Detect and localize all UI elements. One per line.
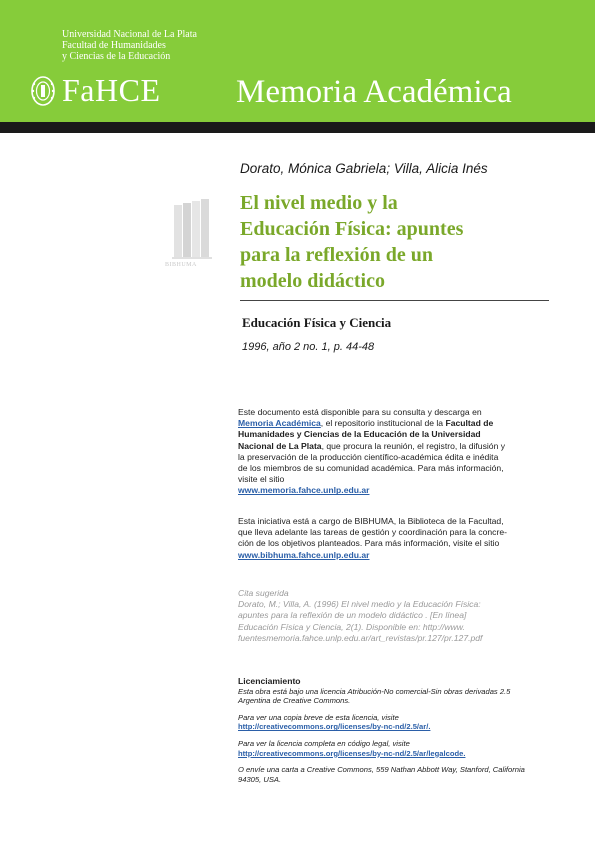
repository-name: Memoria Académica: [236, 74, 512, 110]
bibhuma-paragraph: [238, 516, 546, 561]
text-line: visite el sitio: [238, 474, 285, 485]
bold-span: Facultad de: [445, 418, 494, 429]
license-copy-label: Para ver una copia breve de esta licencia, visite: [238, 712, 399, 722]
bibhuma-books-logo-icon: [168, 197, 220, 271]
text-line: ción de los objetivos planteados. Para más información, visite el sitio: [238, 538, 500, 549]
citation-line: apuntes para la reflexión de un modelo didáctico . [En línea]: [238, 610, 467, 621]
availability-paragraph: [238, 407, 546, 497]
memoria-academica-link[interactable]: Memoria Académica: [238, 418, 321, 429]
title-line: El nivel medio y la: [240, 192, 398, 214]
text-span: , que procura la reunión, el registro, la difusión y: [321, 440, 506, 451]
citation-line: Educación Física y Ciencia, 2(1). Disponible en: http://www.: [238, 621, 465, 632]
title-line: para la reflexión de un: [240, 244, 433, 266]
citation-line: Dorato, M.; Villa, A. (1996) El nivel medio y la Educación Física:: [238, 599, 481, 610]
license-full-label: Para ver la licencia completa en código legal, visite: [238, 738, 410, 748]
text-line: que lleva adelante las tareas de gestión y coordinación para la concre-: [238, 527, 507, 538]
license-mail-text: O envíe una carta a Creative Commons, 559 Nathan Abbott Way, Stanford, California: [238, 765, 525, 775]
license-text: Esta obra está bajo una licencia Atribución-No comercial-Sin obras derivadas 2.5: [238, 686, 511, 696]
university-name: [62, 29, 197, 62]
title-divider: [240, 300, 549, 301]
memoria-website-link[interactable]: www.memoria.fahce.unlp.edu.ar: [238, 485, 370, 496]
text-line: Este documento está disponible para su consulta y descarga en: [238, 407, 482, 417]
text-line: [238, 441, 546, 452]
text-line: Humanidades y Ciencias de la Educación de la Universidad: [238, 429, 481, 440]
university-seal-icon: [30, 75, 56, 107]
suggested-citation: [238, 588, 546, 644]
license-mail-text: 94305, USA.: [238, 774, 282, 784]
citation-line: fuentesmemoria.fahce.unlp.edu.ar/art_revistas/pr.127/pr.127.pdf: [238, 632, 483, 643]
license-text: Argentina de Creative Commons.: [238, 696, 351, 706]
license-section: [238, 677, 546, 784]
license-legalcode-link[interactable]: http://creativecommons.org/licenses/by-nc-nd/2.5/ar/legalcode.: [238, 748, 466, 758]
bibhuma-logo-caption: BIBHUMA: [165, 262, 197, 268]
article-title: [240, 190, 560, 294]
suggested-citation-label: Cita sugerida: [238, 588, 289, 598]
faculty-line-2: y Ciencias de la Educación: [62, 51, 171, 62]
header-divider-bar: [0, 122, 595, 133]
license-copy-link[interactable]: http://creativecommons.org/licenses/by-nc-nd/2.5/ar/.: [238, 722, 431, 732]
faculty-logo-text: FaHCE: [62, 72, 161, 108]
journal-name: Educación Física y Ciencia: [242, 315, 392, 330]
text-line: de los miembros de su comunidad académica. Para más información,: [238, 463, 504, 474]
text-line: Esta iniciativa está a cargo de BIBHUMA, la Biblioteca de la Facultad,: [238, 516, 504, 526]
article-authors: Dorato, Mónica Gabriela; Villa, Alicia Inés: [240, 161, 488, 176]
bibhuma-website-link[interactable]: www.bibhuma.fahce.unlp.edu.ar: [238, 549, 370, 560]
university-line: Universidad Nacional de La Plata: [62, 29, 197, 40]
license-title: Licenciamiento: [238, 676, 301, 686]
text-line: la preservación de la producción científico-académica édita e inédita: [238, 451, 499, 462]
title-line: modelo didáctico: [240, 270, 385, 292]
text-span: , el repositorio institucional de la: [320, 418, 446, 429]
bold-span: Nacional de La Plata: [238, 440, 322, 451]
title-line: Educación Física: apuntes: [240, 218, 464, 240]
publication-info: 1996, año 2 no. 1, p. 44-48: [242, 341, 375, 353]
text-line: [238, 418, 546, 429]
faculty-line: Facultad de Humanidades: [62, 40, 166, 51]
